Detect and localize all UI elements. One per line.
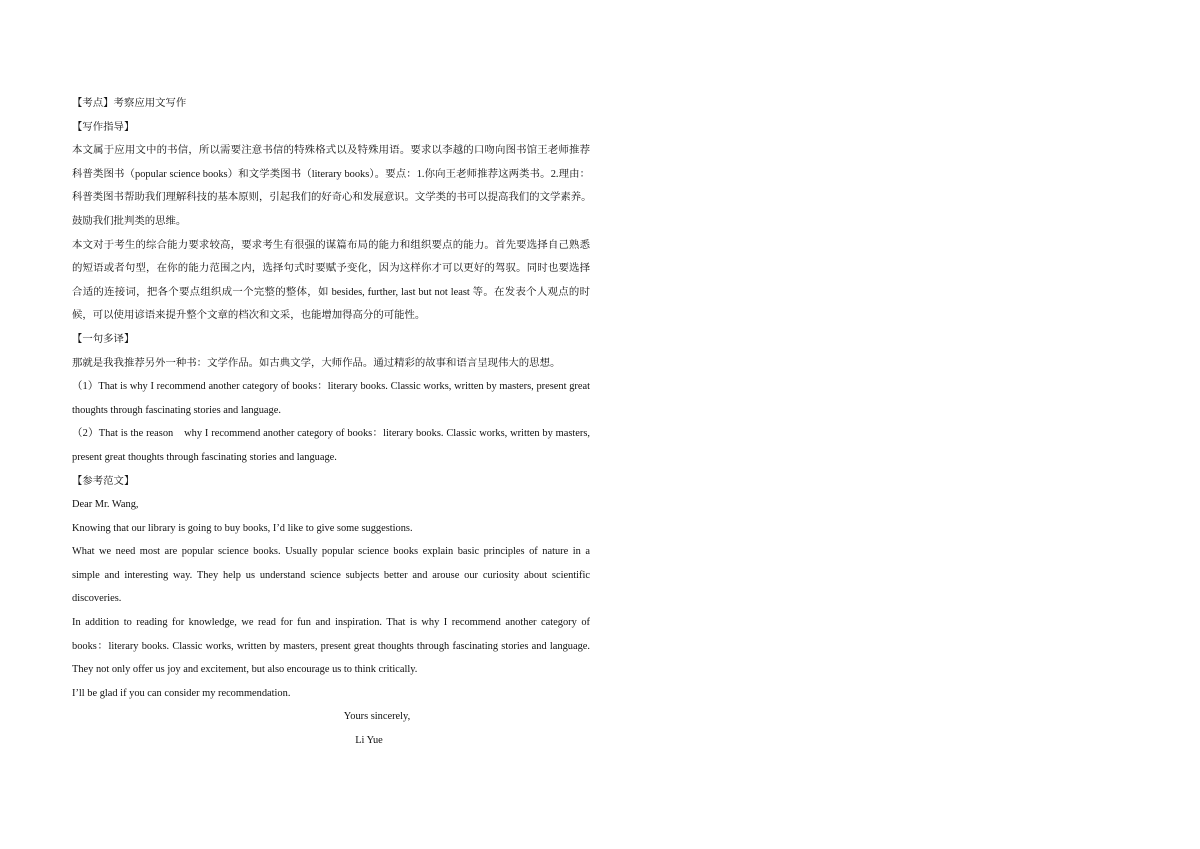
paragraph-line: 的短语或者句型，在你的能力范围之内，选择句式时要赋予变化，因为这样你才可以更好的驾驭。同时也要选择 [72,263,590,275]
translation-line: thoughts through fascinating stories and language. [72,404,281,416]
letter-line: Knowing that our library is going to buy books, I’d like to give some suggestions. [72,522,413,534]
letter-line: What we need most are popular science books. Usually popular science books explain basic principles of nature in a [72,546,590,558]
section-heading-key-point: 【考点】考察应用文写作 [72,98,187,109]
paragraph-line: 科普类图书（popular science books）和文学类图书（literary books）。要点：1.你向王老师推荐这两类书。2.理由： [72,168,590,180]
letter-line: discoveries. [72,593,122,605]
paragraph-line: 候，可以使用谚语来提升整个文章的档次和文采，也能增加得高分的可能性。 [72,310,426,322]
section-heading-translations: 【一句多译】 [72,333,135,345]
translation-line: （2）That is the reason why I recommend another category of books：literary books. Classic works, written by masters, [72,428,590,440]
letter-salutation: Dear Mr. Wang, [72,499,139,511]
letter-line: books：literary books. Classic works, written by masters, present great thoughts through fascinating stories and language. [72,640,590,652]
letter-line: simple and interesting way. They help us understand science subjects better and arouse our curiosity about scientific [72,569,590,581]
letter-closing: Yours sincerely, [343,711,411,723]
paragraph-line: 本文对于考生的综合能力要求较高，要求考生有很强的谋篇布局的能力和组织要点的能力。首先要选择自己熟悉 [72,239,590,251]
paragraph-line: 科普类图书帮助我们理解科技的基本原则，引起我们的好奇心和发展意识。文学类的书可以提高我们的文学素养。 [72,192,592,204]
paragraph-line: 那就是我我推荐另外一种书：文学作品。如古典文学，大师作品。通过精彩的故事和语言呈现伟大的思想。 [72,357,561,369]
translation-line: present great thoughts through fascinating stories and language. [72,451,337,463]
letter-line: In addition to reading for knowledge, we read for fun and inspiration. That is why I recommend another category of [72,617,590,629]
paragraph-line: 本文属于应用文中的书信，所以需要注意书信的特殊格式以及特殊用语。要求以李越的口吻向图书馆王老师推荐 [72,145,590,157]
section-heading-sample-essay: 【参考范文】 [72,475,135,487]
paragraph-line: 合适的连接词，把各个要点组织成一个完整的整体，如 besides, further, last but not least 等。在发表个人观点的时 [72,286,590,298]
letter-line: They not only offer us joy and excitement, but also encourage us to think critically. [72,664,418,676]
letter-line: I’ll be glad if you can consider my recommendation. [72,687,291,699]
document-page [72,92,590,753]
letter-signature: Li Yue [355,735,383,747]
section-heading-writing-guide: 【写作指导】 [72,121,135,133]
translation-line: （1）That is why I recommend another category of books：literary books. Classic works, written by masters, present great [72,381,590,393]
paragraph-line: 鼓励我们批判类的思维。 [72,215,187,227]
